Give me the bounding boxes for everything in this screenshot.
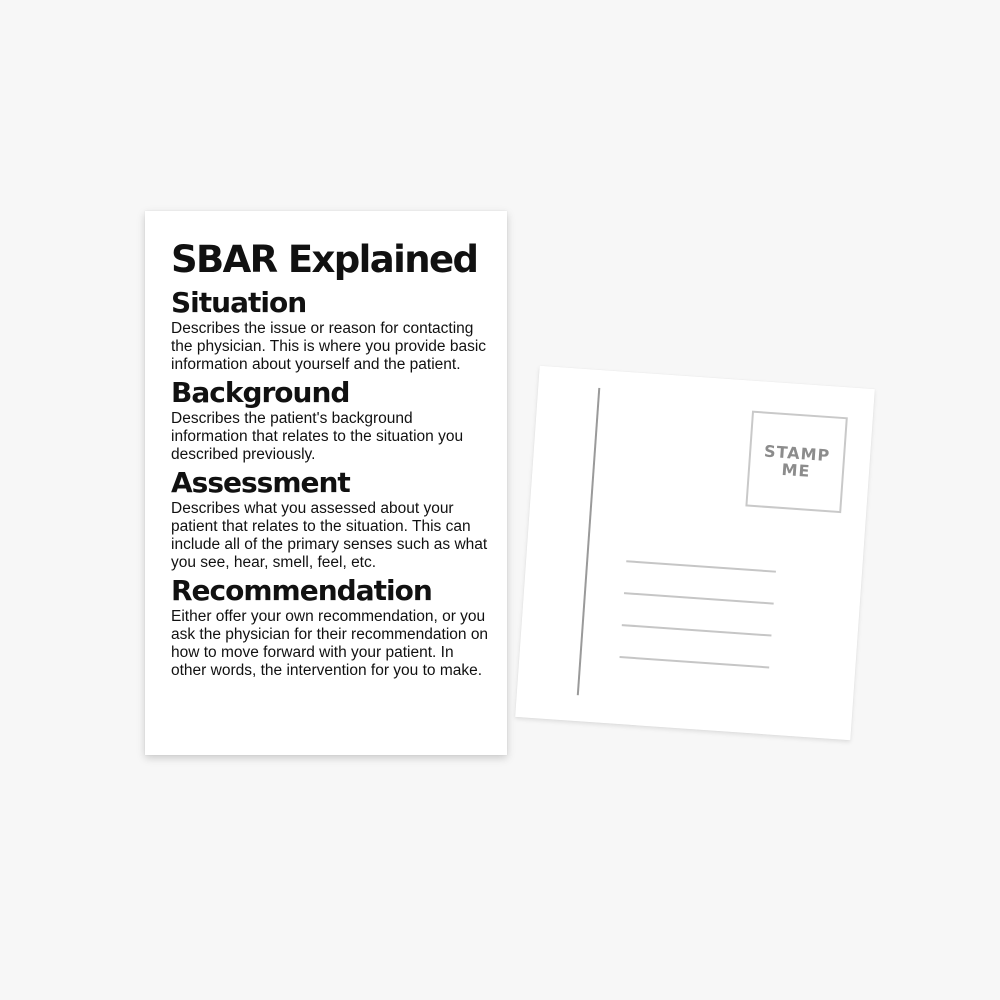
section-heading: Situation <box>171 286 307 319</box>
section-body: Describes what you assessed about your patient that relates to the situation. This can include all of the primary senses such as what you see, hear, smell, feel, etc. <box>171 500 488 571</box>
address-line <box>619 656 769 668</box>
section-heading: Background <box>171 376 350 409</box>
postcard-back <box>515 366 875 741</box>
section-background <box>171 377 487 464</box>
address-line <box>626 560 776 572</box>
stamp-label: STAMP ME <box>763 441 831 481</box>
address-line <box>622 624 772 636</box>
address-line <box>624 592 774 604</box>
postcard-divider-line <box>577 388 600 695</box>
section-body: Either offer your own recommendation, or you ask the physician for their recommendation on how to move forward with your patient. In other words, the intervention for you to make. <box>171 608 489 679</box>
section-recommendation <box>171 575 487 680</box>
postcard-front <box>145 211 507 755</box>
section-assessment <box>171 467 487 572</box>
stamp-box <box>745 411 847 513</box>
section-situation <box>171 287 487 374</box>
section-heading: Recommendation <box>171 574 432 607</box>
section-heading: Assessment <box>171 466 350 499</box>
section-body: Describes the issue or reason for contacting the physician. This is where you provide basic information about yourself and the patient. <box>171 320 487 373</box>
section-body: Describes the patient's background information that relates to the situation you described previously. <box>171 410 464 463</box>
card-title: SBAR Explained <box>171 238 478 281</box>
